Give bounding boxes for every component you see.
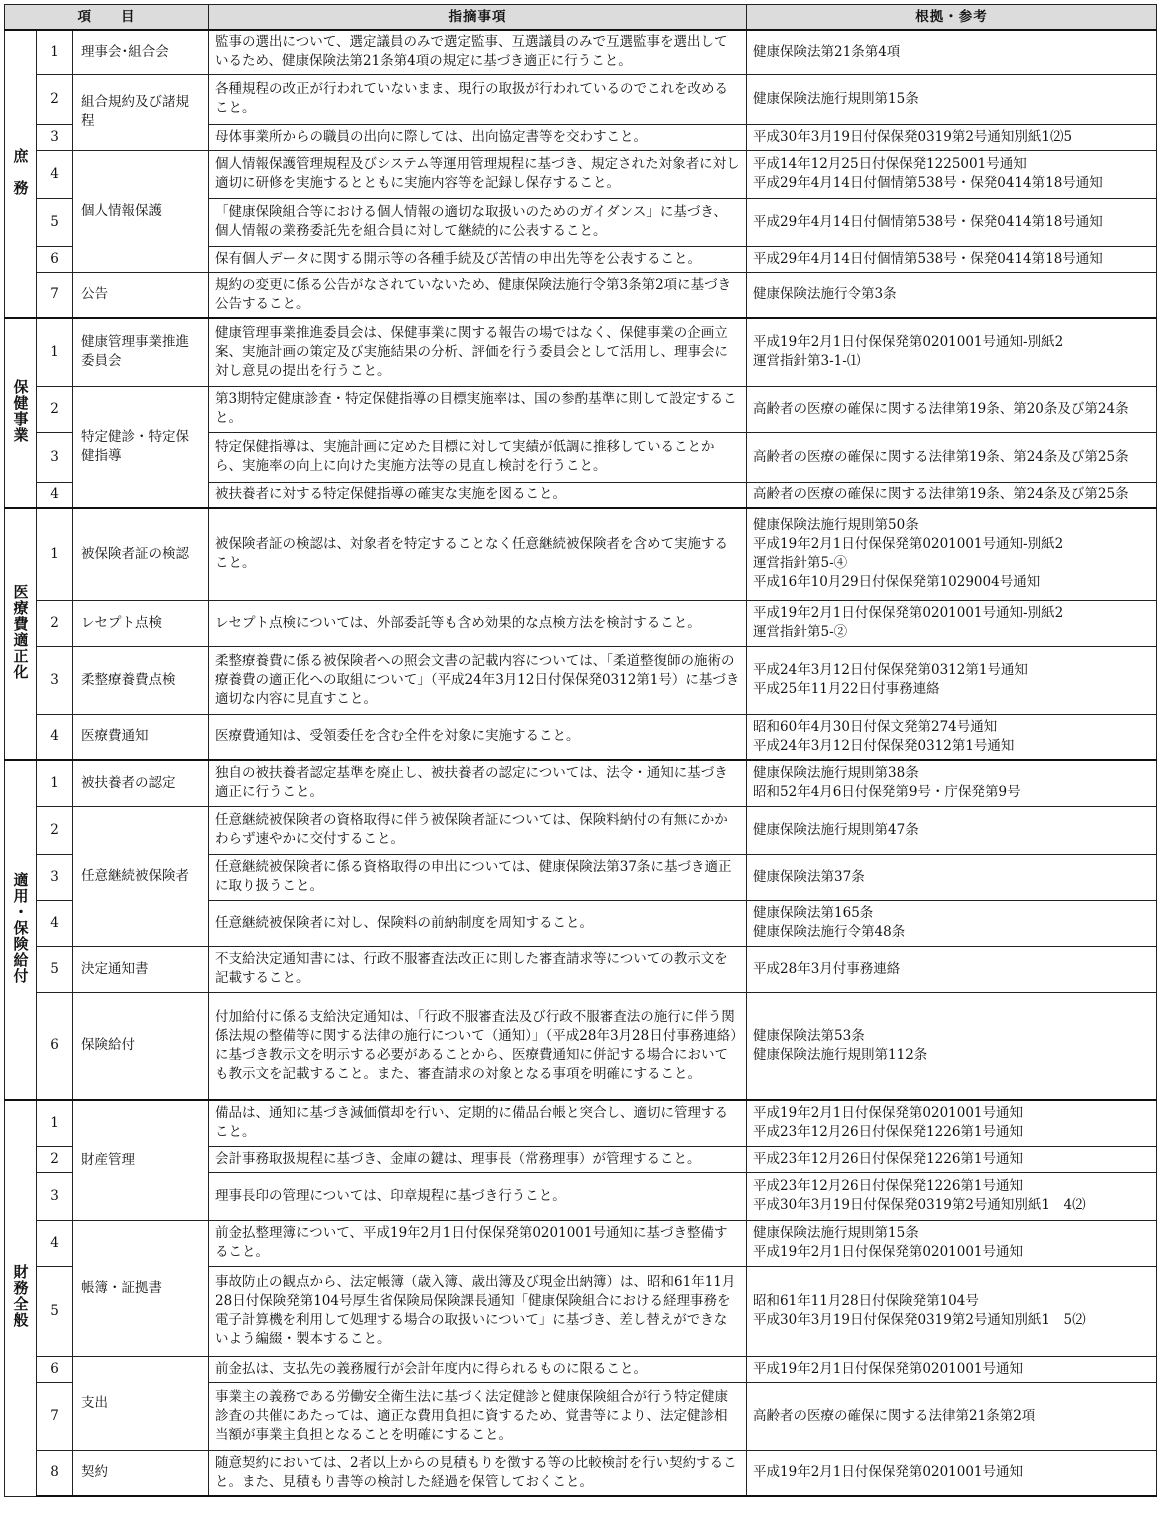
row-finding: 規約の変更に係る公告がなされていないため、健康保険法施行令第3条第2項に基づき公告すること。: [209, 272, 747, 318]
row-number: 1: [37, 760, 73, 806]
row-number: 4: [37, 482, 73, 508]
table-row: [5, 806, 1157, 854]
row-item: 被扶養者の認定: [73, 760, 209, 806]
row-number: 2: [37, 1146, 73, 1172]
row-basis: 平成24年3月12日付保保発第0312第1号通知 平成25年11月22日付事務連絡: [747, 646, 1157, 714]
row-basis: 健康保険法施行規則第38条 昭和52年4月6日付保発第9号・庁保発第9号: [747, 760, 1157, 806]
row-number: 2: [37, 806, 73, 854]
row-number: 7: [37, 272, 73, 318]
table-row: [5, 318, 1157, 386]
section-title: 適用・保険給付: [5, 760, 37, 1100]
row-finding: 個人情報保護管理規程及びシステム等運用管理規程に基づき、規定された対象者に対し適切に研修を実施するとともに実施内容等を記録し保存すること。: [209, 150, 747, 198]
row-number: 5: [37, 946, 73, 992]
row-item: レセプト点検: [73, 600, 209, 646]
row-basis: 平成23年12月26日付保保発1226第1号通知 平成30年3月19日付保保発0319第2号通知別紙1 4⑵: [747, 1172, 1157, 1220]
row-item: 保険給付: [73, 992, 209, 1100]
row-basis: 健康保険法施行規則第47条: [747, 806, 1157, 854]
row-finding: 監事の選出について、選定議員のみで選定監事、互選議員のみで互選監事を選出しているため、健康保険法第21条第4項の規定に基づき適正に行うこと。: [209, 30, 747, 74]
row-item: 支出: [73, 1356, 209, 1450]
section-medical-cost: [5, 508, 1157, 760]
row-finding: 会計事務取扱規程に基づき、金庫の鍵は、理事長（常務理事）が管理すること。: [209, 1146, 747, 1172]
row-finding: 独自の被扶養者認定基準を廃止し、被扶養者の認定については、法令・通知に基づき適正に行うこと。: [209, 760, 747, 806]
row-basis: 昭和61年11月28日付保険発第104号 平成30年3月19日付保保発0319第2号通知別紙1 5⑵: [747, 1266, 1157, 1356]
row-basis: 平成30年3月19日付保保発0319第2号通知別紙1⑵5: [747, 124, 1157, 150]
row-finding: 任意継続被保険者に係る資格取得の申出については、健康保険法第37条に基づき適正に取り扱うこと。: [209, 854, 747, 900]
row-finding: 付加給付に係る支給決定通知は、「行政不服審査法及び行政不服審査法の施行に伴う関係法規の整備等に関する法律の施行について（通知）」（平成28年3月28日付事務連絡）に基づき教示文を明示する必要があることから、医療費通知に併記する場合においても教示文を記載すること。また、審査請求の対象となる事項を明確にすること。: [209, 992, 747, 1100]
table-row: [5, 150, 1157, 198]
row-finding: 前金払は、支払先の義務履行が会計年度内に得られるものに限ること。: [209, 1356, 747, 1382]
row-finding: 前金払整理簿について、平成19年2月1日付保保発第0201001号通知に基づき整備すること。: [209, 1220, 747, 1266]
row-number: 4: [37, 714, 73, 760]
row-item: 理事会･組合会: [73, 30, 209, 74]
row-basis: 健康保険法第165条 健康保険法施行令第48条: [747, 900, 1157, 946]
row-basis: 平成14年12月25日付保保発1225001号通知 平成29年4月14日付個情第538号・保発0414第18号通知: [747, 150, 1157, 198]
row-basis: 健康保険法施行規則第15条 平成19年2月1日付保保発第0201001号通知: [747, 1220, 1157, 1266]
row-basis: 高齢者の医療の確保に関する法律第19条、第24条及び第25条: [747, 432, 1157, 482]
header-item: 項 目: [5, 5, 209, 31]
row-number: 6: [37, 1356, 73, 1382]
table-row: [5, 74, 1157, 124]
section-finance: [5, 1100, 1157, 1496]
row-finding: 母体事業所からの職員の出向に際しては、出向協定書等を交わすこと。: [209, 124, 747, 150]
section-general-affairs: [5, 30, 1157, 318]
table-row: [5, 1356, 1157, 1382]
row-basis: 昭和60年4月30日付保文発第274号通知 平成24年3月12日付保保発0312第1号通知: [747, 714, 1157, 760]
row-item: 公告: [73, 272, 209, 318]
row-number: 4: [37, 1220, 73, 1266]
row-number: 4: [37, 900, 73, 946]
row-finding: 被扶養者に対する特定保健指導の確実な実施を図ること。: [209, 482, 747, 508]
table-row: [5, 30, 1157, 74]
row-basis: 健康保険法施行規則第15条: [747, 74, 1157, 124]
section-title: 保健事業: [5, 318, 37, 508]
table-row: [5, 1220, 1157, 1266]
section-title: 医療費適正化: [5, 508, 37, 760]
table-row: [5, 760, 1157, 806]
row-basis: 平成29年4月14日付個情第538号・保発0414第18号通知: [747, 246, 1157, 272]
table-row: [5, 600, 1157, 646]
header-basis: 根拠・参考: [747, 5, 1157, 31]
row-item: 組合規約及び諸規程: [73, 74, 209, 150]
row-finding: 被保険者証の検認は、対象者を特定することなく任意継続被保険者を含めて実施すること。: [209, 508, 747, 600]
table-row: [5, 508, 1157, 600]
row-finding: 任意継続被保険者の資格取得に伴う被保険者証については、保険料納付の有無にかかわらず速やかに交付すること。: [209, 806, 747, 854]
row-basis: 平成29年4月14日付個情第538号・保発0414第18号通知: [747, 198, 1157, 246]
row-basis: 平成19年2月1日付保保発第0201001号通知: [747, 1450, 1157, 1496]
row-item: 帳簿・証拠書: [73, 1220, 209, 1356]
row-number: 1: [37, 1100, 73, 1146]
row-basis: 平成19年2月1日付保保発第0201001号通知 平成23年12月26日付保保発1226第1号通知: [747, 1100, 1157, 1146]
row-item: 被保険者証の検認: [73, 508, 209, 600]
row-finding: 随意契約においては、2者以上からの見積もりを徴する等の比較検討を行い契約すること。また、見積もり書等の検討した経過を保管しておくこと。: [209, 1450, 747, 1496]
section-title: 財務全般: [5, 1100, 37, 1496]
row-basis: 平成19年2月1日付保保発第0201001号通知-別紙2 運営指針第3-1-⑴: [747, 318, 1157, 386]
row-basis: 健康保険法第37条: [747, 854, 1157, 900]
row-item: 柔整療養費点検: [73, 646, 209, 714]
row-item: 特定健診・特定保健指導: [73, 386, 209, 508]
header-finding: 指摘事項: [209, 5, 747, 31]
row-number: 5: [37, 198, 73, 246]
row-finding: 備品は、通知に基づき減価償却を行い、定期的に備品台帳と突合し、適切に管理すること。: [209, 1100, 747, 1146]
table-row: [5, 992, 1157, 1100]
row-basis: 健康保険法施行令第3条: [747, 272, 1157, 318]
row-finding: 健康管理事業推進委員会は、保健事業に関する報告の場ではなく、保健事業の企画立案、実施計画の策定及び実施結果の分析、評価を行う委員会として活用し、理事会に対し意見の提出を行うこと。: [209, 318, 747, 386]
row-item: 財産管理: [73, 1100, 209, 1220]
row-number: 2: [37, 74, 73, 124]
section-application-benefits: [5, 760, 1157, 1100]
row-basis: 健康保険法第53条 健康保険法施行規則第112条: [747, 992, 1157, 1100]
row-basis: 平成19年2月1日付保保発第0201001号通知: [747, 1356, 1157, 1382]
row-finding: 第3期特定健康診査・特定保健指導の目標実施率は、国の参酌基準に則して設定すること。: [209, 386, 747, 432]
row-item: 決定通知書: [73, 946, 209, 992]
row-finding: 事故防止の観点から、法定帳簿（歳入簿、歳出簿及び現金出納簿）は、昭和61年11月28日付保険発第104号厚生省保険局保険課長通知「健康保険組合における経理事務を電子計算機を利用して処理する場合の取扱いについて」に基づき、差し替えができないよう編綴・製本すること。: [209, 1266, 747, 1356]
row-basis: 高齢者の医療の確保に関する法律第19条、第20条及び第24条: [747, 386, 1157, 432]
row-item: 任意継続被保険者: [73, 806, 209, 946]
section-title: 庶 務: [5, 30, 37, 318]
row-basis: 健康保険法第21条第4項: [747, 30, 1157, 74]
row-number: 1: [37, 318, 73, 386]
row-number: 5: [37, 1266, 73, 1356]
table-row: [5, 714, 1157, 760]
findings-table-container: [4, 4, 1156, 1497]
row-basis: 平成28年3月付事務連絡: [747, 946, 1157, 992]
row-basis: 平成23年12月26日付保保発1226第1号通知: [747, 1146, 1157, 1172]
row-finding: 柔整療養費に係る被保険者への照会文書の記載内容については、「柔道整復師の施術の療養費の適正化への取組について」（平成24年3月12日付保保発0312第1号）に基づき適切な内容に見直すこと。: [209, 646, 747, 714]
row-number: 1: [37, 508, 73, 600]
row-finding: 任意継続被保険者に対し、保険料の前納制度を周知すること。: [209, 900, 747, 946]
row-basis: 高齢者の医療の確保に関する法律第19条、第24条及び第25条: [747, 482, 1157, 508]
row-number: 2: [37, 600, 73, 646]
table-row: [5, 272, 1157, 318]
row-item: 医療費通知: [73, 714, 209, 760]
row-number: 1: [37, 30, 73, 74]
row-finding: 医療費通知は、受領委任を含む全件を対象に実施すること。: [209, 714, 747, 760]
row-number: 3: [37, 1172, 73, 1220]
row-finding: 不支給決定通知書には、行政不服審査法改正に則した審査請求等についての教示文を記載すること。: [209, 946, 747, 992]
row-basis: 高齢者の医療の確保に関する法律第21条第2項: [747, 1382, 1157, 1450]
row-item: 健康管理事業推進委員会: [73, 318, 209, 386]
table-row: [5, 646, 1157, 714]
row-finding: 「健康保険組合等における個人情報の適切な取扱いのためのガイダンス」に基づき、個人情報の業務委託先を組合員に対して継続的に公表すること。: [209, 198, 747, 246]
row-finding: 事業主の義務である労働安全衛生法に基づく法定健診と健康保険組合が行う特定健康診査の共催にあたっては、適正な費用負担に資するため、覚書等により、法定健診相当額が事業主負担となることを明確にすること。: [209, 1382, 747, 1450]
row-number: 3: [37, 124, 73, 150]
row-item: 契約: [73, 1450, 209, 1496]
row-number: 3: [37, 432, 73, 482]
row-number: 8: [37, 1450, 73, 1496]
table-row: [5, 386, 1157, 432]
row-number: 4: [37, 150, 73, 198]
row-number: 6: [37, 246, 73, 272]
row-item: 個人情報保護: [73, 150, 209, 272]
row-finding: 理事長印の管理については、印章規程に基づき行うこと。: [209, 1172, 747, 1220]
row-finding: 各種規程の改正が行われていないまま、現行の取扱が行われているのでこれを改めること。: [209, 74, 747, 124]
row-basis: 健康保険法施行規則第50条 平成19年2月1日付保保発第0201001号通知-別紙2 運営指針第5-④ 平成16年10月29日付保保発第1029004号通知: [747, 508, 1157, 600]
table-header: [5, 5, 1157, 31]
row-finding: 特定保健指導は、実施計画に定めた目標に対して実績が低調に推移していることから、実施率の向上に向けた実施方法等の見直し検討を行うこと。: [209, 432, 747, 482]
table-row: [5, 946, 1157, 992]
row-number: 6: [37, 992, 73, 1100]
row-basis: 平成19年2月1日付保保発第0201001号通知-別紙2 運営指針第5-②: [747, 600, 1157, 646]
row-finding: 保有個人データに関する開示等の各種手続及び苦情の申出先等を公表すること。: [209, 246, 747, 272]
row-finding: レセプト点検については、外部委託等も含め効果的な点検方法を検討すること。: [209, 600, 747, 646]
row-number: 3: [37, 854, 73, 900]
table-row: [5, 1100, 1157, 1146]
row-number: 2: [37, 386, 73, 432]
row-number: 7: [37, 1382, 73, 1450]
findings-table: [4, 4, 1157, 1497]
row-number: 3: [37, 646, 73, 714]
section-health-services: [5, 318, 1157, 508]
table-row: [5, 1450, 1157, 1496]
